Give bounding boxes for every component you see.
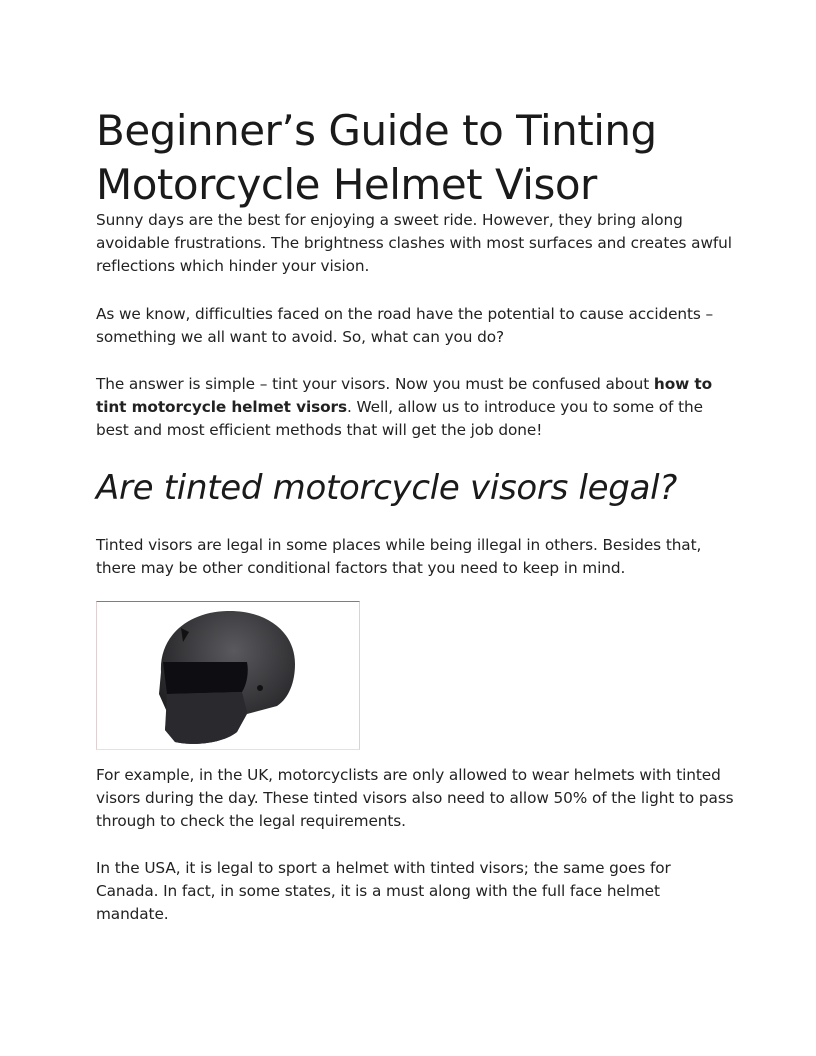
paragraph: Tinted visors are legal in some places while being illegal in others. Besides that, there may be other conditional factors that you need to keep in mind. bbox=[96, 536, 702, 577]
bold-keyword: how to tint motorcycle helmet visors bbox=[96, 375, 712, 416]
helmet-icon bbox=[97, 602, 359, 749]
intro-paragraph: Sunny days are the best for enjoying a sweet ride. However, they bring along avoidable frustrations. The brightness clashes with most surfaces and creates awful reflections which hinder your vision. bbox=[96, 211, 732, 275]
paragraph: In the USA, it is legal to sport a helmet with tinted visors; the same goes for Canada. In fact, in some states, it is a must along with the full face helmet mandate. bbox=[96, 859, 671, 923]
helmet-image bbox=[96, 601, 360, 750]
paragraph: For example, in the UK, motorcyclists are only allowed to wear helmets with tinted visors during the day. These tinted visors also need to allow 50% of the light to pass through to check the legal requirements. bbox=[96, 766, 734, 830]
text: . Well, allow us to introduce you to some of the best and most efficient methods that will get the job done! bbox=[96, 398, 703, 439]
paragraph: As we know, difficulties faced on the road have the potential to cause accidents – something we all want to avoid. So, what can you do? bbox=[96, 305, 714, 346]
text: The answer is simple – tint your visors. Now you must be confused about bbox=[96, 375, 654, 393]
page-title: Beginner’s Guide to Tinting Motorcycle Helmet Visor bbox=[96, 106, 657, 209]
section-heading: Are tinted motorcycle visors legal? bbox=[96, 468, 677, 508]
paragraph bbox=[96, 373, 736, 442]
